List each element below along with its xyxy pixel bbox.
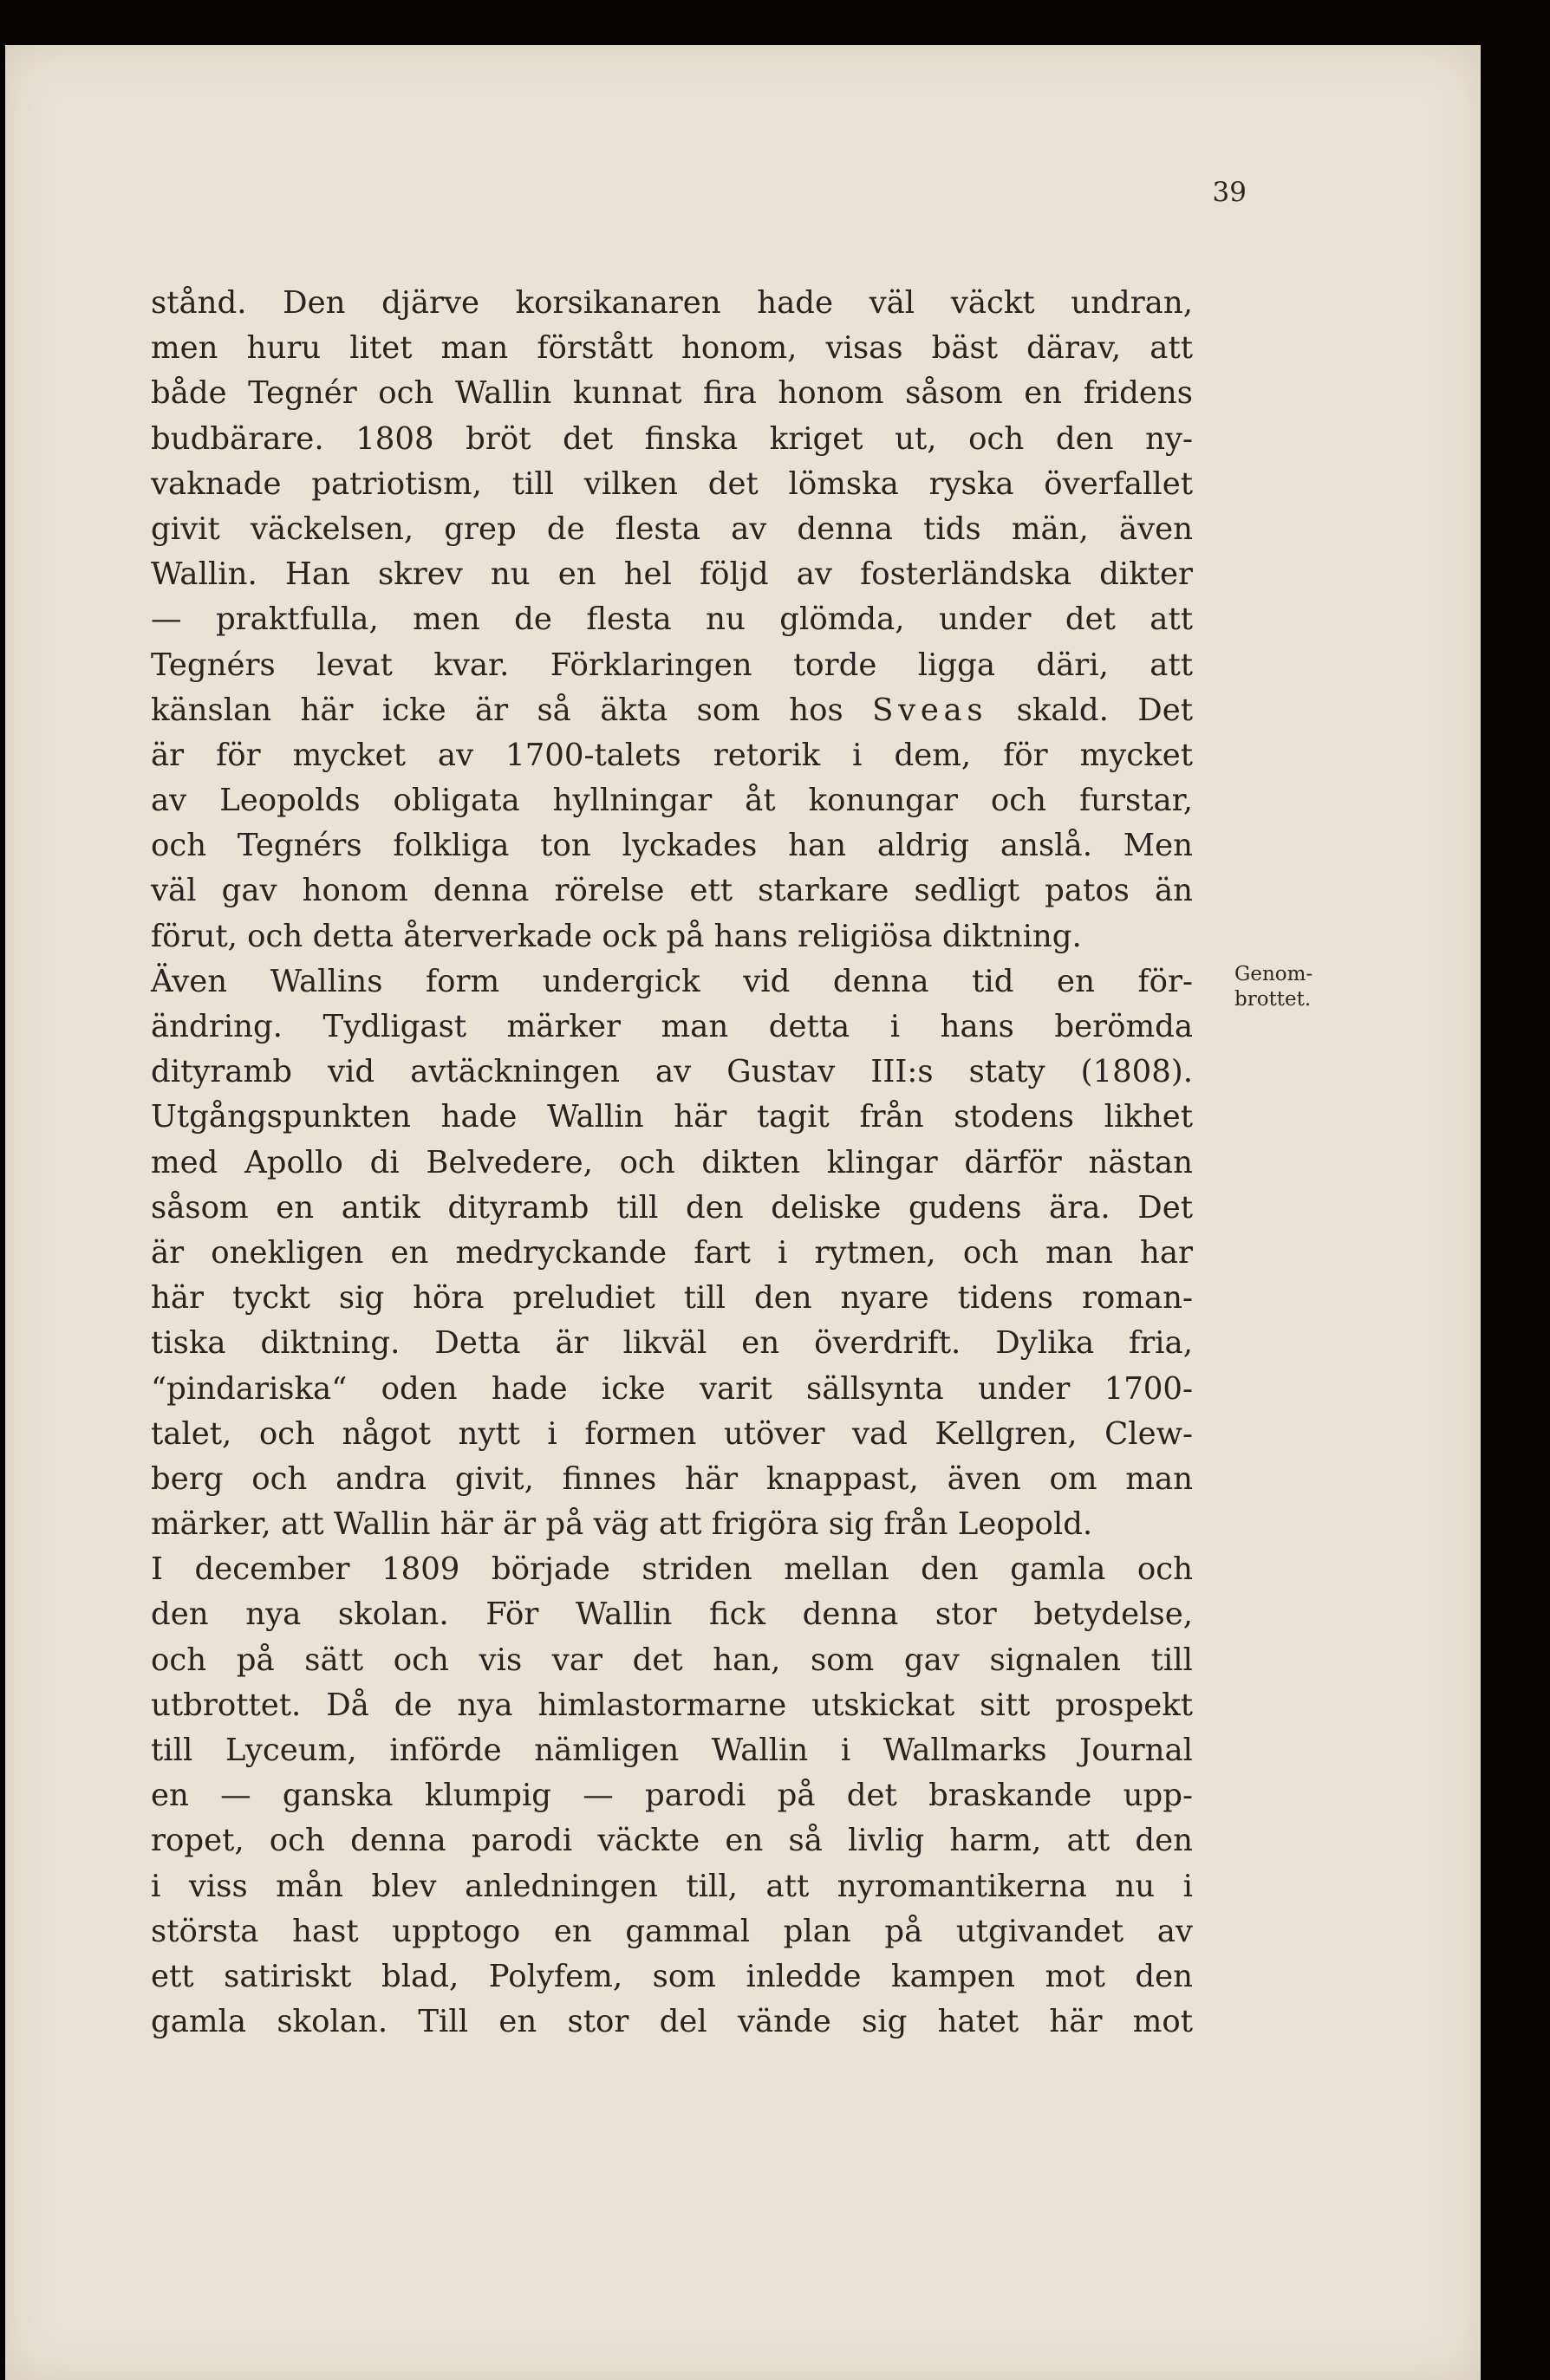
text-line: Tegnérs levat kvar. Förklaringen torde ligga däri, att bbox=[151, 647, 1193, 683]
text-line: I december 1809 började striden mellan den gamla och bbox=[151, 1551, 1193, 1588]
margin-note-line: brottet. bbox=[1234, 988, 1312, 1011]
text-line: största hast upptogo en gammal plan på utgivandet av bbox=[151, 1913, 1193, 1949]
text-line: berg och andra givit, finnes här knappast, även om man bbox=[151, 1460, 1193, 1497]
text-line: men huru litet man förstått honom, visas bäst därav, att bbox=[151, 330, 1193, 367]
text-line: till Lyceum, införde nämligen Wallin i Wallmarks Journal bbox=[151, 1733, 1193, 1768]
book-page bbox=[5, 45, 1481, 2380]
text-line: känslan här icke är så äkta som hos Sveas skald. Det bbox=[151, 692, 1193, 728]
text-line: ropet, och denna parodi väckte en så livlig harm, att den bbox=[151, 1823, 1193, 1859]
margin-note bbox=[1234, 962, 1356, 1012]
text-line: vaknade patriotism, till vilken det lömska ryska överfallet bbox=[151, 465, 1193, 502]
page-number: 39 bbox=[1212, 177, 1247, 208]
text-line: i viss mån blev anledningen till, att nyromantikerna nu i bbox=[151, 1868, 1193, 1904]
text-line: budbärare. 1808 bröt det finska kriget ut, och den ny- bbox=[151, 420, 1193, 457]
text-line: med Apollo di Belvedere, och dikten klingar därför nästan bbox=[151, 1144, 1193, 1180]
text-line: — praktfulla, men de flesta nu glömda, under det att bbox=[151, 602, 1193, 638]
text-line: märker, att Wallin här är på väg att frigöra sig från Leopold. bbox=[151, 1506, 1093, 1543]
text-line: talet, och något nytt i formen utöver vad Kellgren, Clew- bbox=[151, 1415, 1193, 1452]
text-line: här tyckt sig höra preludiet till den nyare tidens roman- bbox=[151, 1280, 1193, 1317]
text-line: den nya skolan. För Wallin fick denna stor betydelse, bbox=[151, 1596, 1193, 1633]
text-line: tiska diktning. Detta är likväl en överdrift. Dylika fria, bbox=[151, 1325, 1193, 1362]
emphasized-word: Sveas bbox=[872, 692, 988, 728]
body-text bbox=[151, 281, 1193, 2045]
text-line: såsom en antik dityramb till den deliske gudens ära. Det bbox=[151, 1189, 1193, 1226]
text-line: Wallin. Han skrev nu en hel följd av fosterländska dikter bbox=[151, 556, 1193, 593]
text-line: dityramb vid avtäckningen av Gustav III:s staty (1808). bbox=[151, 1054, 1193, 1090]
text-line: utbrottet. Då de nya himlastormarne utskickat sitt prospekt bbox=[151, 1687, 1193, 1723]
text-line: “pindariska“ oden hade icke varit sällsynta under 1700- bbox=[151, 1370, 1193, 1407]
text-line: ändring. Tydligast märker man detta i hans berömda bbox=[151, 1009, 1193, 1044]
text-line: ett satiriskt blad, Polyfem, som inledde kampen mot den bbox=[151, 1958, 1193, 1994]
text-line: förut, och detta återverkade ock på hans religiösa diktning. bbox=[151, 918, 1082, 954]
text-line: och Tegnérs folkliga ton lyckades han aldrig anslå. Men bbox=[151, 828, 1193, 864]
text-line: Utgångspunkten hade Wallin här tagit från stodens likhet bbox=[151, 1099, 1193, 1135]
text-line: och på sätt och vis var det han, som gav signalen till bbox=[151, 1642, 1193, 1678]
margin-note-line: Genom- bbox=[1234, 963, 1313, 985]
text-line: givit väckelsen, grep de flesta av denna tids män, även bbox=[151, 510, 1193, 547]
text-line: stånd. Den djärve korsikanaren hade väl väckt undran, bbox=[151, 285, 1193, 321]
text-line: Även Wallins form undergick vid denna tid en för- bbox=[151, 963, 1193, 999]
text-line: är för mycket av 1700-talets retorik i dem, för mycket bbox=[151, 737, 1193, 773]
text-line: väl gav honom denna rörelse ett starkare sedligt patos än bbox=[151, 873, 1193, 909]
text-line: gamla skolan. Till en stor del vände sig hatet här mot bbox=[151, 2004, 1193, 2040]
text-line: är onekligen en medryckande fart i rytmen, och man har bbox=[151, 1234, 1193, 1271]
text-line: en — ganska klumpig — parodi på det braskande upp- bbox=[151, 1778, 1193, 1814]
text-line: av Leopolds obligata hyllningar åt konungar och furstar, bbox=[151, 783, 1193, 819]
text-line: både Tegnér och Wallin kunnat fira honom såsom en fridens bbox=[151, 375, 1193, 412]
